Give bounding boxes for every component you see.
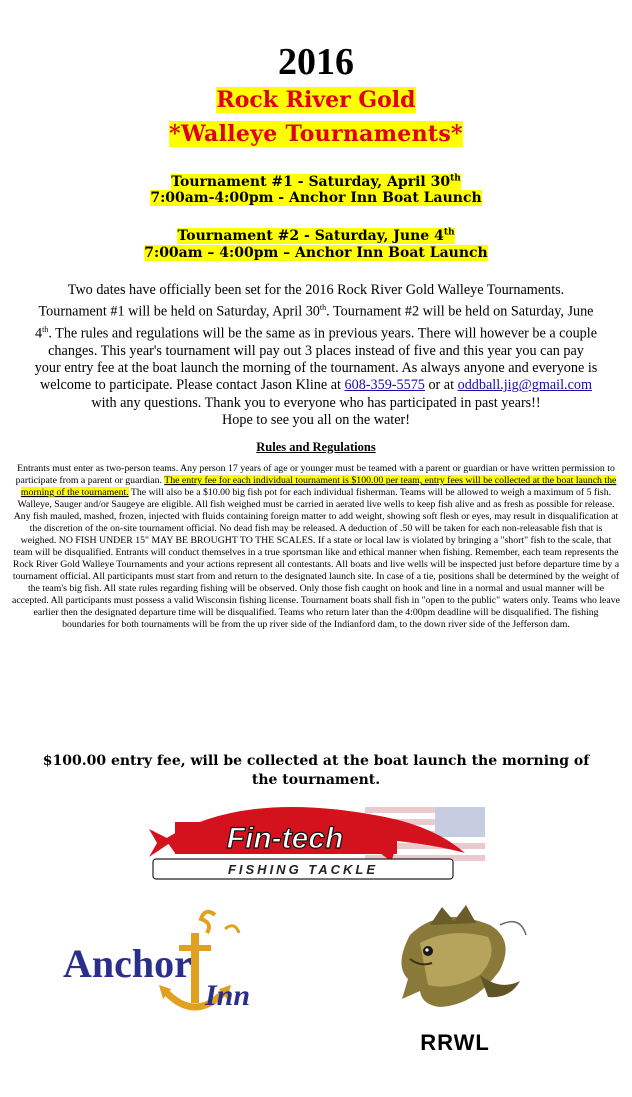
tournament-2-date: Tournament #2 - Saturday, June 4th (177, 227, 455, 244)
title-rock-river-gold: Rock River Gold (216, 87, 416, 113)
closing-line: Hope to see you all on the water! (222, 411, 410, 428)
intro-paragraph: Two dates have officially been set for the 2016 Rock River Gold Walleye Tournaments. Tournament #1 will be held on Saturday, April 30th. Tournament #2 will be held on Saturday, June 4th. The rules and regulations will be the same as in previous years. There will however be a couple changes. This year's tournament will pay out 3 places instead of five and this year you can pay your entry fee at the boat launch the morning of the tournament. As always anyone and everyone is welcome to participate. Please contact Jason Kline at 608-359-5575 or at oddball.jig@gmail.com with any questions. Thank you to everyone who has participated in past years!! Hope to see you all on the water! (34, 282, 598, 428)
title-walleye-tournaments: *Walleye Tournaments* (169, 121, 463, 147)
anchor-wordmark: Anchor (63, 941, 192, 986)
fintech-wordmark: Fin-tech (226, 822, 344, 855)
phone-link[interactable]: 608-359-5575 (344, 377, 425, 394)
tournament-1-time: 7:00am-4:00pm - Anchor Inn Boat Launch (150, 190, 482, 206)
rules-heading: Rules and Regulations (256, 440, 376, 454)
rrwl-label: RRWL (420, 1030, 490, 1055)
fintech-logo (135, 795, 495, 895)
title-line-2 (0, 119, 632, 150)
tournament-2-time: 7:00am – 4:00pm – Anchor Inn Boat Launch (144, 245, 488, 261)
entry-fee-highlight: The entry fee for each individual tournament is $100.00 per team, entry fees will be collected at the boat launch the morning of the tournament. (20, 475, 617, 498)
walleye-fish-icon (380, 895, 530, 1025)
event-year: 2016 (278, 41, 354, 83)
email-link[interactable]: oddball.jig@gmail.com (457, 377, 593, 394)
anchor-inn-logo (55, 905, 275, 1035)
entry-fee-notice: $100.00 entry fee, will be collected at the boat launch the morning of the tournament. (42, 753, 590, 788)
title-line-1 (0, 86, 632, 115)
fishing-tackle-text: FISHING TACKLE (227, 862, 379, 877)
inn-wordmark: Inn (205, 979, 251, 1012)
tournament-1-date: Tournament #1 - Saturday, April 30th (171, 173, 461, 190)
fish-tail-icon (149, 829, 173, 857)
rules-body: Entrants must enter as two-person teams. Any person 17 years of age or younger must be teamed with a parent or guardian or have written permission to participate from a parent or guardian. The entry fee for each individual tournament is $100.00 per team, entry fees will be collected at the boat launch the morning of the tournament. The will also be a $10.00 big fish pot for each individual fisherman. Teams will be allowed to weigh a maximum of 5 fish. Walleye, Sauger and/or Saugeye are eligible. All fish weighed must be carried in aerated live wells to keep fish alive and as fresh as possible for release. Any fish mauled, mashed, frozen, injected with fluids containing foreign matter to add weight, showing soft flesh or eyes, may result in disqualification at the discretion of the on-site tournament official. No dead fish may be released. A deduction of .50 will be taken for each non-releasable fish that is weighed. NO FISH UNDER 15" MAY BE BROUGHT TO THE SCALES. If a state or local law is violated by bringing a "short" fish to the scale, that team will be disqualified. Entrants will conduct themselves in a true sportsman like and ethical manner when fishing. Remember, each team represents the Rock River Gold Walleye Tournaments and your actions represent all contestants. All boats and live wells will be inspected just before departure time by a tournament official. All participants must start from and return to the designated launch site. In case of a tie, positions shall be determined by the weight of the team's big fish. All state rules regarding fishing will be observed. Only those fish caught on hook and line in a normal and usual manner will be accepted. All participants must possess a valid Wisconsin fishing license. Tournament boats shall fish in "open to the public" waters only. Teams who leave earlier then the designated departure time will be disqualified. Teams who return later than the 4:00pm deadline will be disqualified. The fishing boundaries for both tournaments will be from the up river side of the Indianford dam, to the down river side of the Jefferson dam. (12, 463, 620, 630)
